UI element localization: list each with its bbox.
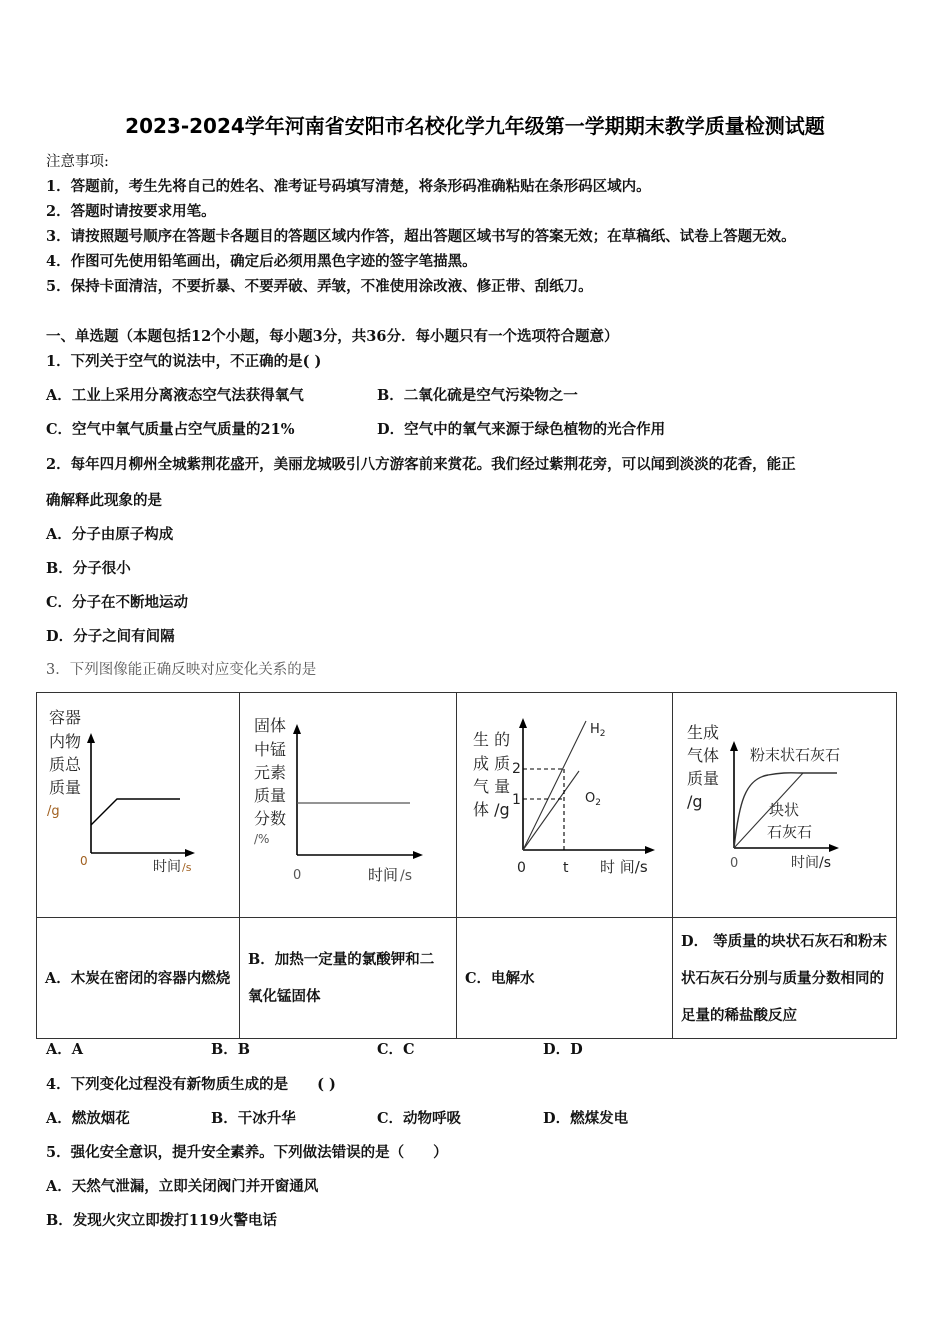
question-1-option-b: B．二氧化硫是空气污染物之一 [377,387,578,404]
question-2-option-c: C．分子在不断地运动 [46,594,189,611]
svg-text:质量: 质量 [687,769,720,788]
svg-text:气 量: 气 量 [473,777,511,796]
svg-text:1: 1 [512,792,521,808]
question-4-option-d: D．燃煤发电 [543,1110,629,1127]
svg-text:质总: 质总 [49,755,82,774]
svg-text:时 间/s: 时 间/s [600,858,648,876]
chart-a-cell [37,693,240,918]
question-3-option-d: D．D [543,1041,583,1058]
svg-text:固体: 固体 [254,716,287,735]
notice-item: 3．请按照题号顺序在答题卡各题目的答题区域内作答，超出答题区域书写的答案无效；在草稿纸、试卷上答题无效。 [46,228,796,245]
chart-a [37,693,240,913]
page-title: 2023-2024学年河南省安阳市名校化学九年级第一学期期末教学质量检测试题 [125,114,825,138]
svg-text:分数: 分数 [254,809,287,828]
svg-text:内物: 内物 [49,732,82,751]
svg-text:质量: 质量 [254,786,287,805]
svg-text:/s: /s [400,868,413,884]
question-5-option-b: B．发现火灾立即拨打119火警电话 [46,1212,278,1229]
question-2-option-b: B．分子很小 [46,560,131,577]
question-2-option-a: A．分子由原子构成 [46,526,174,543]
notice-item: 1．答题前，考生先将自己的姓名、准考证号码填写清楚，将条形码准确粘贴在条形码区域内。 [46,178,651,195]
svg-text:/s: /s [182,861,192,874]
chart-c [457,693,673,913]
notice-item: 2．答题时请按要求用笔。 [46,203,216,220]
svg-text:容器: 容器 [49,708,82,727]
question-1-option-a: A．工业上采用分离液态空气法获得氧气 [46,387,304,404]
question-3-option-b: B．B [211,1041,251,1058]
svg-text:0: 0 [80,854,88,868]
option-cell-b: B．加热一定量的氯酸钾和二氧化锰固体 [240,918,457,1039]
question-1-option-c: C．空气中氧气质量占空气质量的21% [46,421,295,438]
svg-text:体 /g: 体 /g [473,800,510,819]
chart-d [673,693,897,913]
section-heading: 一、单选题（本题包括12个小题，每小题3分，共36分．每小题只有一个选项符合题意） [46,328,619,345]
svg-text:O2: $O_2$ [585,791,601,808]
question-2-stem-cont: 确解释此现象的是 [46,492,162,509]
svg-text:生 的: 生 的 [473,730,511,749]
svg-text:/g: /g [47,804,60,819]
question-2-stem: 2．每年四月柳州全城紫荆花盛开，美丽龙城吸引八方游客前来赏花。我们经过紫荆花旁，可以闻到淡淡的花香，能正 [46,456,796,473]
svg-text:块状: 块状 [769,801,800,819]
notice-item: 4．作图可先使用铅笔画出，确定后必须用黑色字迹的签字笔描黑。 [46,253,477,270]
question-4-option-c: C．动物呼吸 [377,1110,462,1127]
svg-text:时间/s: 时间/s [791,855,832,871]
question-2-option-d: D．分子之间有间隔 [46,628,175,645]
option-cell-c: C．电解水 [457,918,673,1039]
question-3-option-a: A．A [46,1041,84,1058]
chart-d-cell [673,693,897,918]
svg-text:时间: 时间 [153,859,181,875]
question-5-option-a: A．天然气泄漏，立即关闭阀门并开窗通风 [46,1178,319,1195]
question-4-option-b: B．干冰升华 [211,1110,296,1127]
svg-text:0: 0 [293,868,302,883]
question-4-option-a: A．燃放烟花 [46,1110,130,1127]
svg-text:石灰石: 石灰石 [767,823,813,841]
chart-c-cell [457,693,673,918]
svg-text:时间: 时间 [368,866,399,884]
svg-text:中锰: 中锰 [254,740,287,759]
notice-item: 5．保持卡面清洁，不要折暴、不要弄破、弄皱，不准使用涂改液、修正带、刮纸刀。 [46,278,593,295]
question-1-option-d: D．空气中的氧气来源于绿色植物的光合作用 [377,421,666,438]
svg-text:t: t [563,860,569,876]
question-1-stem: 1．下列关于空气的说法中，不正确的是( ) [46,353,322,370]
question-3-stem: 3．下列图像能正确反映对应变化关系的是 [46,662,317,678]
svg-text:成 质: 成 质 [473,754,511,773]
notice-heading: 注意事项: [46,154,109,170]
question-5-stem: 5．强化安全意识，提升安全素养。下列做法错误的是（ ） [46,1144,448,1161]
svg-text:/%: /% [254,832,270,846]
svg-text:0: 0 [517,860,526,876]
option-cell-a: A．木炭在密闭的容器内燃烧 [37,918,240,1039]
svg-text:/g: /g [687,792,703,811]
svg-text:0: 0 [730,856,739,871]
chart-b-cell [240,693,457,918]
question-3-table [36,692,897,1039]
svg-text:生成: 生成 [687,723,720,742]
question-4-stem: 4．下列变化过程没有新物质生成的是 ( ) [46,1076,336,1093]
svg-text:H2: $H_2$ [590,722,606,739]
chart-b [240,693,457,913]
svg-text:质量: 质量 [49,778,82,797]
svg-text:2: 2 [512,761,521,777]
option-cell-d: D． 等质量的块状石灰石和粉末状石灰石分别与质量分数相同的足量的稀盐酸反应 [673,918,897,1039]
question-3-option-c: C．C [377,1041,415,1058]
svg-text:元素: 元素 [254,763,287,782]
svg-text:粉末状石灰石: 粉末状石灰石 [750,746,841,764]
svg-text:气体: 气体 [687,746,720,765]
